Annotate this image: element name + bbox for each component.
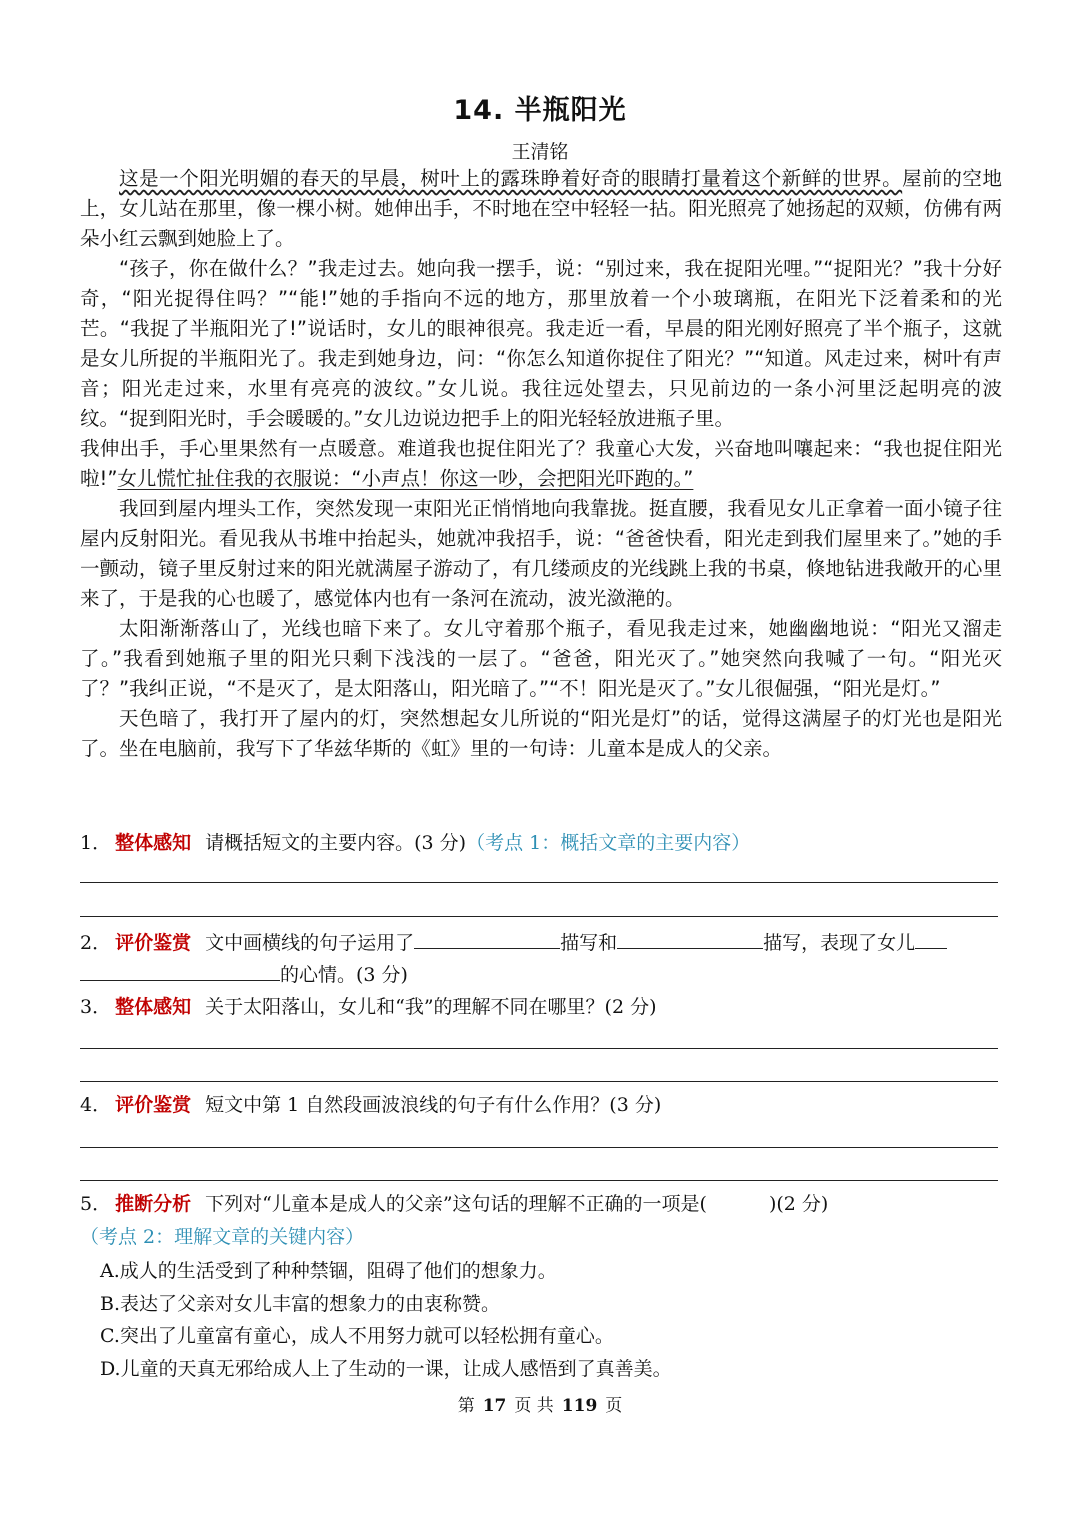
question-text-part-4: 的心情。(3 分) [280,964,408,986]
question-tag: 评价鉴赏 [115,932,192,954]
article-body [80,164,1002,764]
answer-line[interactable] [80,1081,998,1082]
paragraph-5: 太阳渐渐落山了，光线也暗下来了。女儿守着那个瓶子，看见我走过来，她幽幽地说：“阳光又溜走了。”我看到她瓶子里的阳光只剩下浅浅的一层了。“爸爸，阳光灭了。”她突然向我喊了一句。“阳光灭了？”我纠正说，“不是灭了，是太阳落山，阳光暗了。”“不！阳光是灭了。”女儿很倔强，“阳光是灯。” [80,617,1002,700]
question-number: 1． [80,832,112,854]
paragraph-3 [80,434,1002,494]
question-text: 短文中第 1 自然段画波浪线的句子有什么作用？(3 分) [205,1094,662,1116]
option-c[interactable]: C.突出了儿童富有童心，成人不用努力就可以轻松拥有童心。 [100,1325,614,1347]
fill-blank[interactable] [80,958,280,981]
question-number: 5． [80,1193,112,1215]
current-page-number: 17 [482,1396,507,1416]
paragraph-1 [80,164,1002,254]
page-title: 14. 半瓶阳光 [453,95,627,126]
author: 王清铭 [511,141,569,163]
question-text-part-1: 文中画横线的句子运用了 [205,932,415,954]
paragraph-6: 天色暗了，我打开了屋内的灯，突然想起女儿所说的“阳光是灯”的话，觉得这满屋子的灯光也是阳光了。坐在电脑前，我写下了华兹华斯的《虹》里的一句诗：儿童本是成人的父亲。 [80,707,1002,760]
question-3 [80,992,1002,1022]
question-text: 下列对“儿童本是成人的父亲”这句话的理解不正确的一项是( [205,1193,707,1215]
question-text: 请概括短文的主要内容。(3 分) [205,832,467,854]
answer-line[interactable] [80,916,998,917]
wavy-underlined-sentence: 这是一个阳光明媚的春天的早晨，树叶上的露珠睁着好奇的眼睛打量着这个新鲜的世界。 [119,167,903,190]
paragraph-2: “孩子，你在做什么？”我走过去。她向我一摆手，说：“别过来，我在捉阳光哩。”“捉阳光？”我十分好奇，“阳光捉得住吗？”“能!”她的手指向不远的地方，那里放着一个小玻璃瓶，在阳光下泛着柔和的光芒。“我捉了半瓶阳光了!”说话时，女儿的眼神很亮。我走近一看，早晨的阳光刚好照亮了半个瓶子，这就是女儿所捉的半瓶阳光了。我走到她身边，问：“你怎么知道你捉住了阳光？”“知道。风走过来，树叶有声音；阳光走过来，水里有亮亮的波纹。”女儿说。我往远处望去，只见前边的一条小河里泛起明亮的波纹。“捉到阳光时，手会暖暖的。”女儿边说边把手上的阳光轻轻放进瓶子里。 [80,257,1002,430]
paragraph-4: 我回到屋内埋头工作，突然发现一束阳光正悄悄地向我靠拢。挺直腰，我看见女儿正拿着一面小镜子往屋内反射阳光。看见我从书堆中抬起头，她就冲我招手，说：“爸爸快看，阳光走到我们屋里来了。”她的手一颤动，镜子里反射过来的阳光就满屋子游动了，有几缕顽皮的光线跳上我的书桌，倏地钻进我敞开的心里来了，于是我的心也暖了，感觉体内也有一条河在流动，波光潋滟的。 [80,497,1002,610]
answer-line[interactable] [80,882,998,883]
question-tag: 推断分析 [115,1193,192,1215]
paragraph-3-start: 我伸出手，手心里果然有一点暖意。难道我也捉住阳光了？我童心大发，兴奋地叫嚷起来：“我也捉住阳光啦!” [80,437,1002,490]
question-number: 3． [80,996,112,1018]
option-d[interactable]: D.儿童的天真无邪给成人上了生动的一课，让成人感悟到了真善美。 [100,1358,672,1380]
question-number: 2． [80,932,112,954]
answer-line[interactable] [80,1048,998,1049]
fill-blank[interactable] [617,926,763,949]
underlined-sentence: 女儿慌忙扯住我的衣服说：“小声点！你这一吵，会把阳光吓跑的。” [117,467,694,490]
key-point: （考点 1：概括文章的主要内容） [466,832,751,854]
fill-blank[interactable] [915,926,947,949]
footer-mid: 页 共 [514,1396,554,1416]
answer-line[interactable] [80,1147,998,1148]
question-tag: 整体感知 [115,996,192,1018]
fill-blank[interactable] [414,926,560,949]
question-text-part-3: 描写，表现了女儿 [763,932,916,954]
question-tag: 评价鉴赏 [115,1094,192,1116]
question-2-line-2 [80,958,1002,990]
question-5 [80,1189,1002,1219]
question-tag: 整体感知 [115,832,192,854]
key-point: （考点 2：理解文章的关键内容） [80,1226,365,1248]
question-text-part-2: 描写和 [560,932,618,954]
option-a[interactable]: A.成人的生活受到了种种禁锢，阻碍了他们的想象力。 [100,1260,557,1282]
question-4 [80,1090,1002,1120]
total-page-count: 119 [561,1396,598,1416]
paragraph-1-rest: 屋前的空地上，女儿站在那里，像一棵小树。她伸出手，不时地在空中轻轻一拈。阳光照亮了她扬起的双颊，仿佛有两朵小红云飘到她脸上了。 [80,167,1002,250]
answer-line[interactable] [80,1180,998,1181]
question-number: 4． [80,1094,112,1116]
footer-pre: 第 [457,1396,475,1416]
option-b[interactable]: B.表达了父亲对女儿丰富的想象力的由衷称赞。 [100,1293,501,1315]
page-footer [0,1391,1080,1416]
question-2 [80,926,1002,958]
question-text: 关于太阳落山，女儿和“我”的理解不同在哪里？(2 分) [205,996,657,1018]
question-5-key-point-row [80,1222,1002,1252]
question-text-close: )(2 分) [768,1193,829,1215]
question-1 [80,828,1002,858]
footer-post: 页 [605,1396,623,1416]
